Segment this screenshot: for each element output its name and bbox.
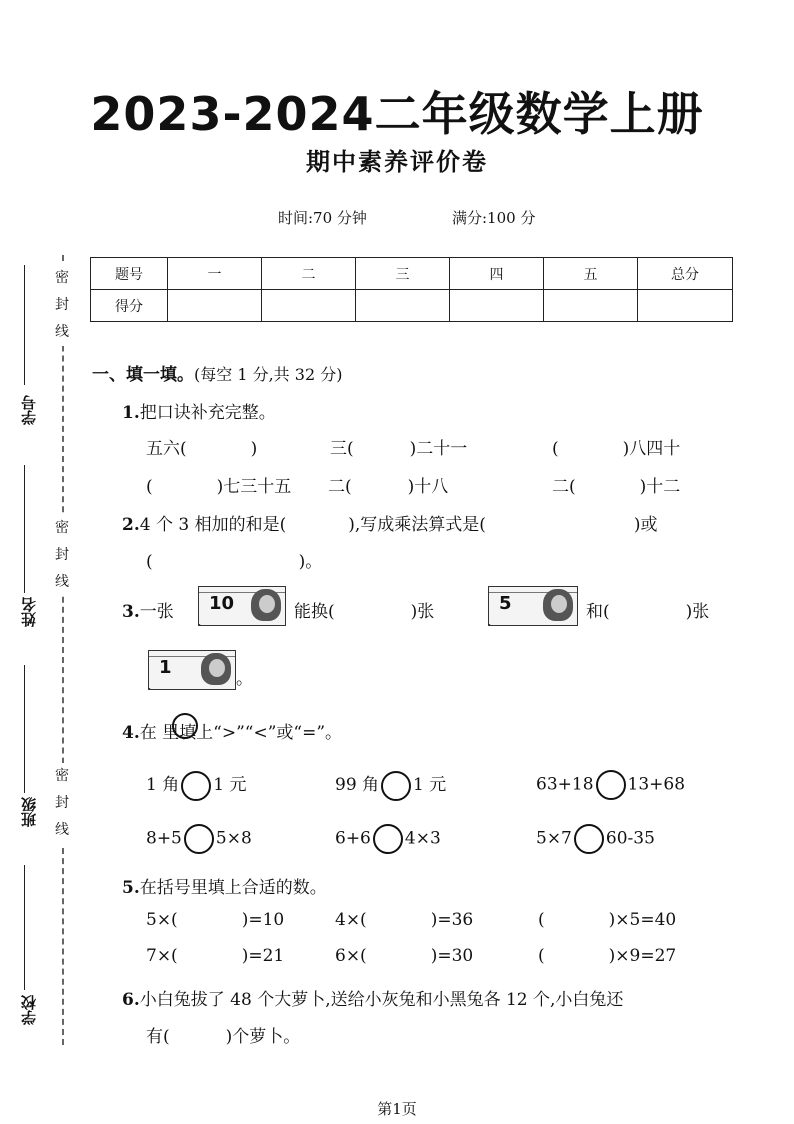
q1-item-c[interactable]: ( )八四十 <box>552 439 681 459</box>
score-header-cell: 二 <box>262 258 356 290</box>
score-cell[interactable] <box>168 290 262 322</box>
q4-compare-c: 63+18 13+68 <box>536 770 685 800</box>
score-header-cell: 题号 <box>91 258 168 290</box>
school-label: 学校 <box>20 995 38 1025</box>
question-6-line2: 有( )个萝卜。 <box>146 1027 301 1047</box>
q1-item-e[interactable]: 二( )十八 <box>328 477 449 497</box>
class-blank[interactable] <box>24 665 25 793</box>
compare-circle[interactable] <box>574 824 604 854</box>
q4-compare-f: 5×7 60-35 <box>536 824 655 854</box>
full-score: 满分:100 分 <box>452 209 536 227</box>
exam-subtitle: 期中素养评价卷 <box>306 148 488 176</box>
student-id-label: 学号 <box>20 395 38 425</box>
q4-compare-d: 8+5 5×8 <box>146 824 252 854</box>
compare-circle[interactable] <box>381 771 411 801</box>
q5-item-a[interactable]: 5×( )=10 <box>146 910 285 930</box>
seal-mark-1: 密 封 线 <box>53 265 71 346</box>
q5-item-b[interactable]: 4×( )=36 <box>335 910 474 930</box>
q3-part-b: 和( )张 <box>586 602 710 622</box>
compare-circle[interactable] <box>184 824 214 854</box>
score-table-header-row <box>91 258 733 290</box>
score-row-label: 得分 <box>91 290 168 322</box>
q1-item-f[interactable]: 二( )十二 <box>552 477 681 497</box>
page-number: 第1页 <box>377 1100 417 1118</box>
q1-item-d[interactable]: ( )七三十五 <box>146 477 292 497</box>
student-id-blank[interactable] <box>24 265 25 385</box>
question-5-prompt: 5.在括号里填上合适的数。 <box>122 878 327 898</box>
name-blank[interactable] <box>24 465 25 593</box>
circle-icon <box>172 713 198 739</box>
ten-yuan-bill-image: 10 <box>198 586 286 626</box>
score-cell[interactable] <box>638 290 733 322</box>
q1-item-b[interactable]: 三( )二十一 <box>330 439 468 459</box>
seal-mark-3: 密 封 线 <box>53 763 71 844</box>
school-blank[interactable] <box>24 865 25 990</box>
question-2-line2: ( )。 <box>146 552 323 572</box>
compare-circle[interactable] <box>373 824 403 854</box>
q4-compare-b: 99 角 1 元 <box>335 770 446 801</box>
question-3-prompt: 3.一张 <box>122 602 174 622</box>
compare-circle[interactable] <box>596 770 626 800</box>
q3-period: 。 <box>236 669 253 689</box>
one-yuan-bill-image: 1 <box>148 650 236 690</box>
score-cell[interactable] <box>262 290 356 322</box>
score-cell[interactable] <box>450 290 544 322</box>
score-header-cell: 三 <box>356 258 450 290</box>
score-table <box>90 257 733 322</box>
score-header-cell: 一 <box>168 258 262 290</box>
compare-circle[interactable] <box>181 771 211 801</box>
q4-compare-a: 1 角 1 元 <box>146 770 246 801</box>
q3-part-a: 能换( )张 <box>294 602 435 622</box>
binding-dashed-line <box>62 255 64 1045</box>
question-4-prompt: 4.在 里填上“>”“<”或“=”。 <box>122 723 343 743</box>
q4-compare-e: 6+6 4×3 <box>335 824 441 854</box>
section-heading: 一、填一填。(每空 1 分,共 32 分) <box>92 365 343 385</box>
question-1-prompt: 1.把口诀补充完整。 <box>122 403 276 423</box>
seal-mark-2: 密 封 线 <box>53 515 71 596</box>
q5-item-d[interactable]: 7×( )=21 <box>146 946 285 966</box>
score-header-cell: 四 <box>450 258 544 290</box>
class-label: 班级 <box>20 797 38 827</box>
time-limit: 时间:70 分钟 <box>278 209 367 227</box>
name-label: 姓名 <box>20 597 38 627</box>
q5-item-c[interactable]: ( )×5=40 <box>538 910 677 930</box>
score-cell[interactable] <box>544 290 638 322</box>
q1-item-a[interactable]: 五六( ) <box>146 439 258 459</box>
question-2-line1: 2.4 个 3 相加的和是( ),写成乘法算式是( )或 <box>122 515 658 535</box>
q5-item-e[interactable]: 6×( )=30 <box>335 946 474 966</box>
score-header-cell: 五 <box>544 258 638 290</box>
q5-item-f[interactable]: ( )×9=27 <box>538 946 677 966</box>
exam-title: 2023-2024二年级数学上册 <box>90 87 704 141</box>
score-table-row <box>91 290 733 322</box>
five-yuan-bill-image: 5 <box>488 586 578 626</box>
score-header-cell: 总分 <box>638 258 733 290</box>
question-6-line1: 6.小白兔拔了 48 个大萝卜,送给小灰兔和小黑兔各 12 个,小白兔还 <box>122 990 624 1010</box>
score-cell[interactable] <box>356 290 450 322</box>
